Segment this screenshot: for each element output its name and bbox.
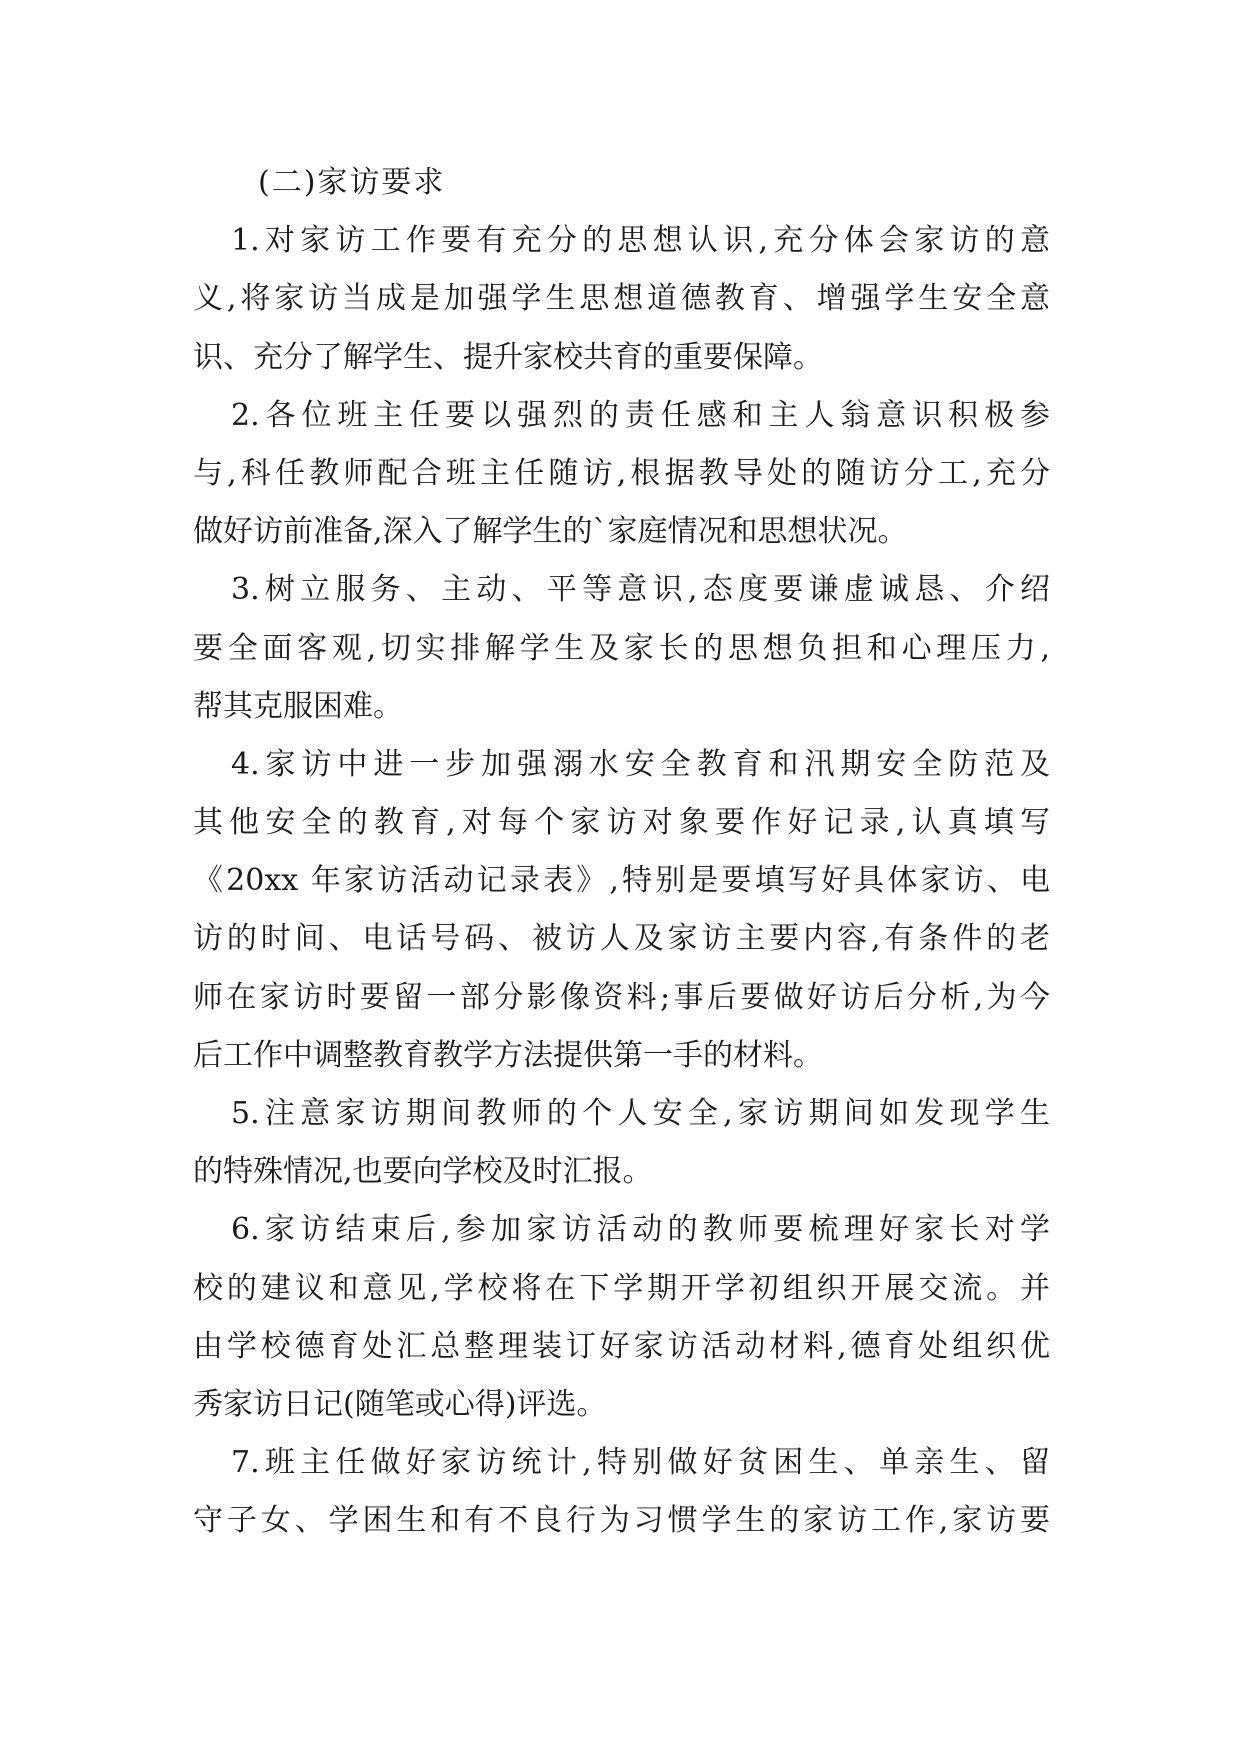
paragraph-line: 后工作中调整教育教学方法提供第一手的材料。 [193, 1037, 823, 1073]
paragraph-line: 与,科任教师配合班主任随访,根据教导处的随访分工,充分 [193, 455, 1050, 491]
paragraph-line: 由学校德育处汇总整理装订好家访活动材料,德育处组织优 [193, 1328, 1050, 1364]
paragraph-2 [193, 387, 1050, 562]
paragraph-line: 3.树立服务、主动、平等意识,态度要谦虚诚恳、介绍 [231, 572, 1050, 608]
paragraph-line: 7.班主任做好家访统计,特别做好贫困生、单亲生、留 [231, 1445, 1050, 1481]
paragraph-line: 守子女、学困生和有不良行为习惯学生的家访工作,家访要 [193, 1503, 1050, 1539]
paragraph-line: 师在家访时要留一部分影像资料;事后要做好访后分析,为今 [193, 979, 1050, 1015]
paragraph-line: 访的时间、电话号码、被访人及家访主要内容,有条件的老 [193, 921, 1050, 957]
paragraph-line: 义,将家访当成是加强学生思想道德教育、增强学生安全意 [193, 281, 1050, 317]
paragraph-line: 《20xx 年家访活动记录表》,特别是要填写好具体家访、电 [193, 863, 1050, 899]
paragraph-line: 帮其克服困难。 [193, 688, 403, 724]
paragraph-1 [193, 212, 1050, 387]
paragraph-6 [193, 1201, 1050, 1434]
paragraph-line: 5.注意家访期间教师的个人安全,家访期间如发现学生 [231, 1096, 1050, 1131]
paragraph-line: 秀家访日记(随笔或心得)评选。 [193, 1386, 607, 1422]
document-body [193, 154, 1050, 1551]
paragraph-4 [193, 736, 1050, 1085]
section-heading: (二)家访要求 [258, 165, 446, 200]
paragraph-line: 2.各位班主任要以强烈的责任感和主人翁意识积极参 [231, 397, 1050, 433]
paragraph-line: 其他安全的教育,对每个家访对象要作好记录,认真填写 [193, 805, 1050, 841]
paragraph-line: 的特殊情况,也要向学校及时汇报。 [193, 1154, 653, 1190]
paragraph-line: 6.家访结束后,参加家访活动的教师要梳理好家长对学 [231, 1212, 1050, 1248]
paragraph-3 [193, 561, 1050, 736]
paragraph-line: 做好访前准备,深入了解学生的`家庭情况和思想状况。 [193, 514, 908, 550]
paragraph-line: 识、充分了解学生、提升家校共育的重要保障。 [193, 339, 823, 375]
paragraph-line: 4.家访中进一步加强溺水安全教育和汛期安全防范及 [231, 746, 1050, 782]
paragraph-line: 要全面客观,切实排解学生及家长的思想负担和心理压力, [193, 630, 1050, 666]
paragraph-line: 校的建议和意见,学校将在下学期开学初组织开展交流。并 [193, 1270, 1050, 1306]
paragraph-line: 1.对家访工作要有充分的思想认识,充分体会家访的意 [231, 223, 1050, 259]
paragraph-5 [193, 1085, 1050, 1201]
paragraph-7 [193, 1434, 1050, 1550]
